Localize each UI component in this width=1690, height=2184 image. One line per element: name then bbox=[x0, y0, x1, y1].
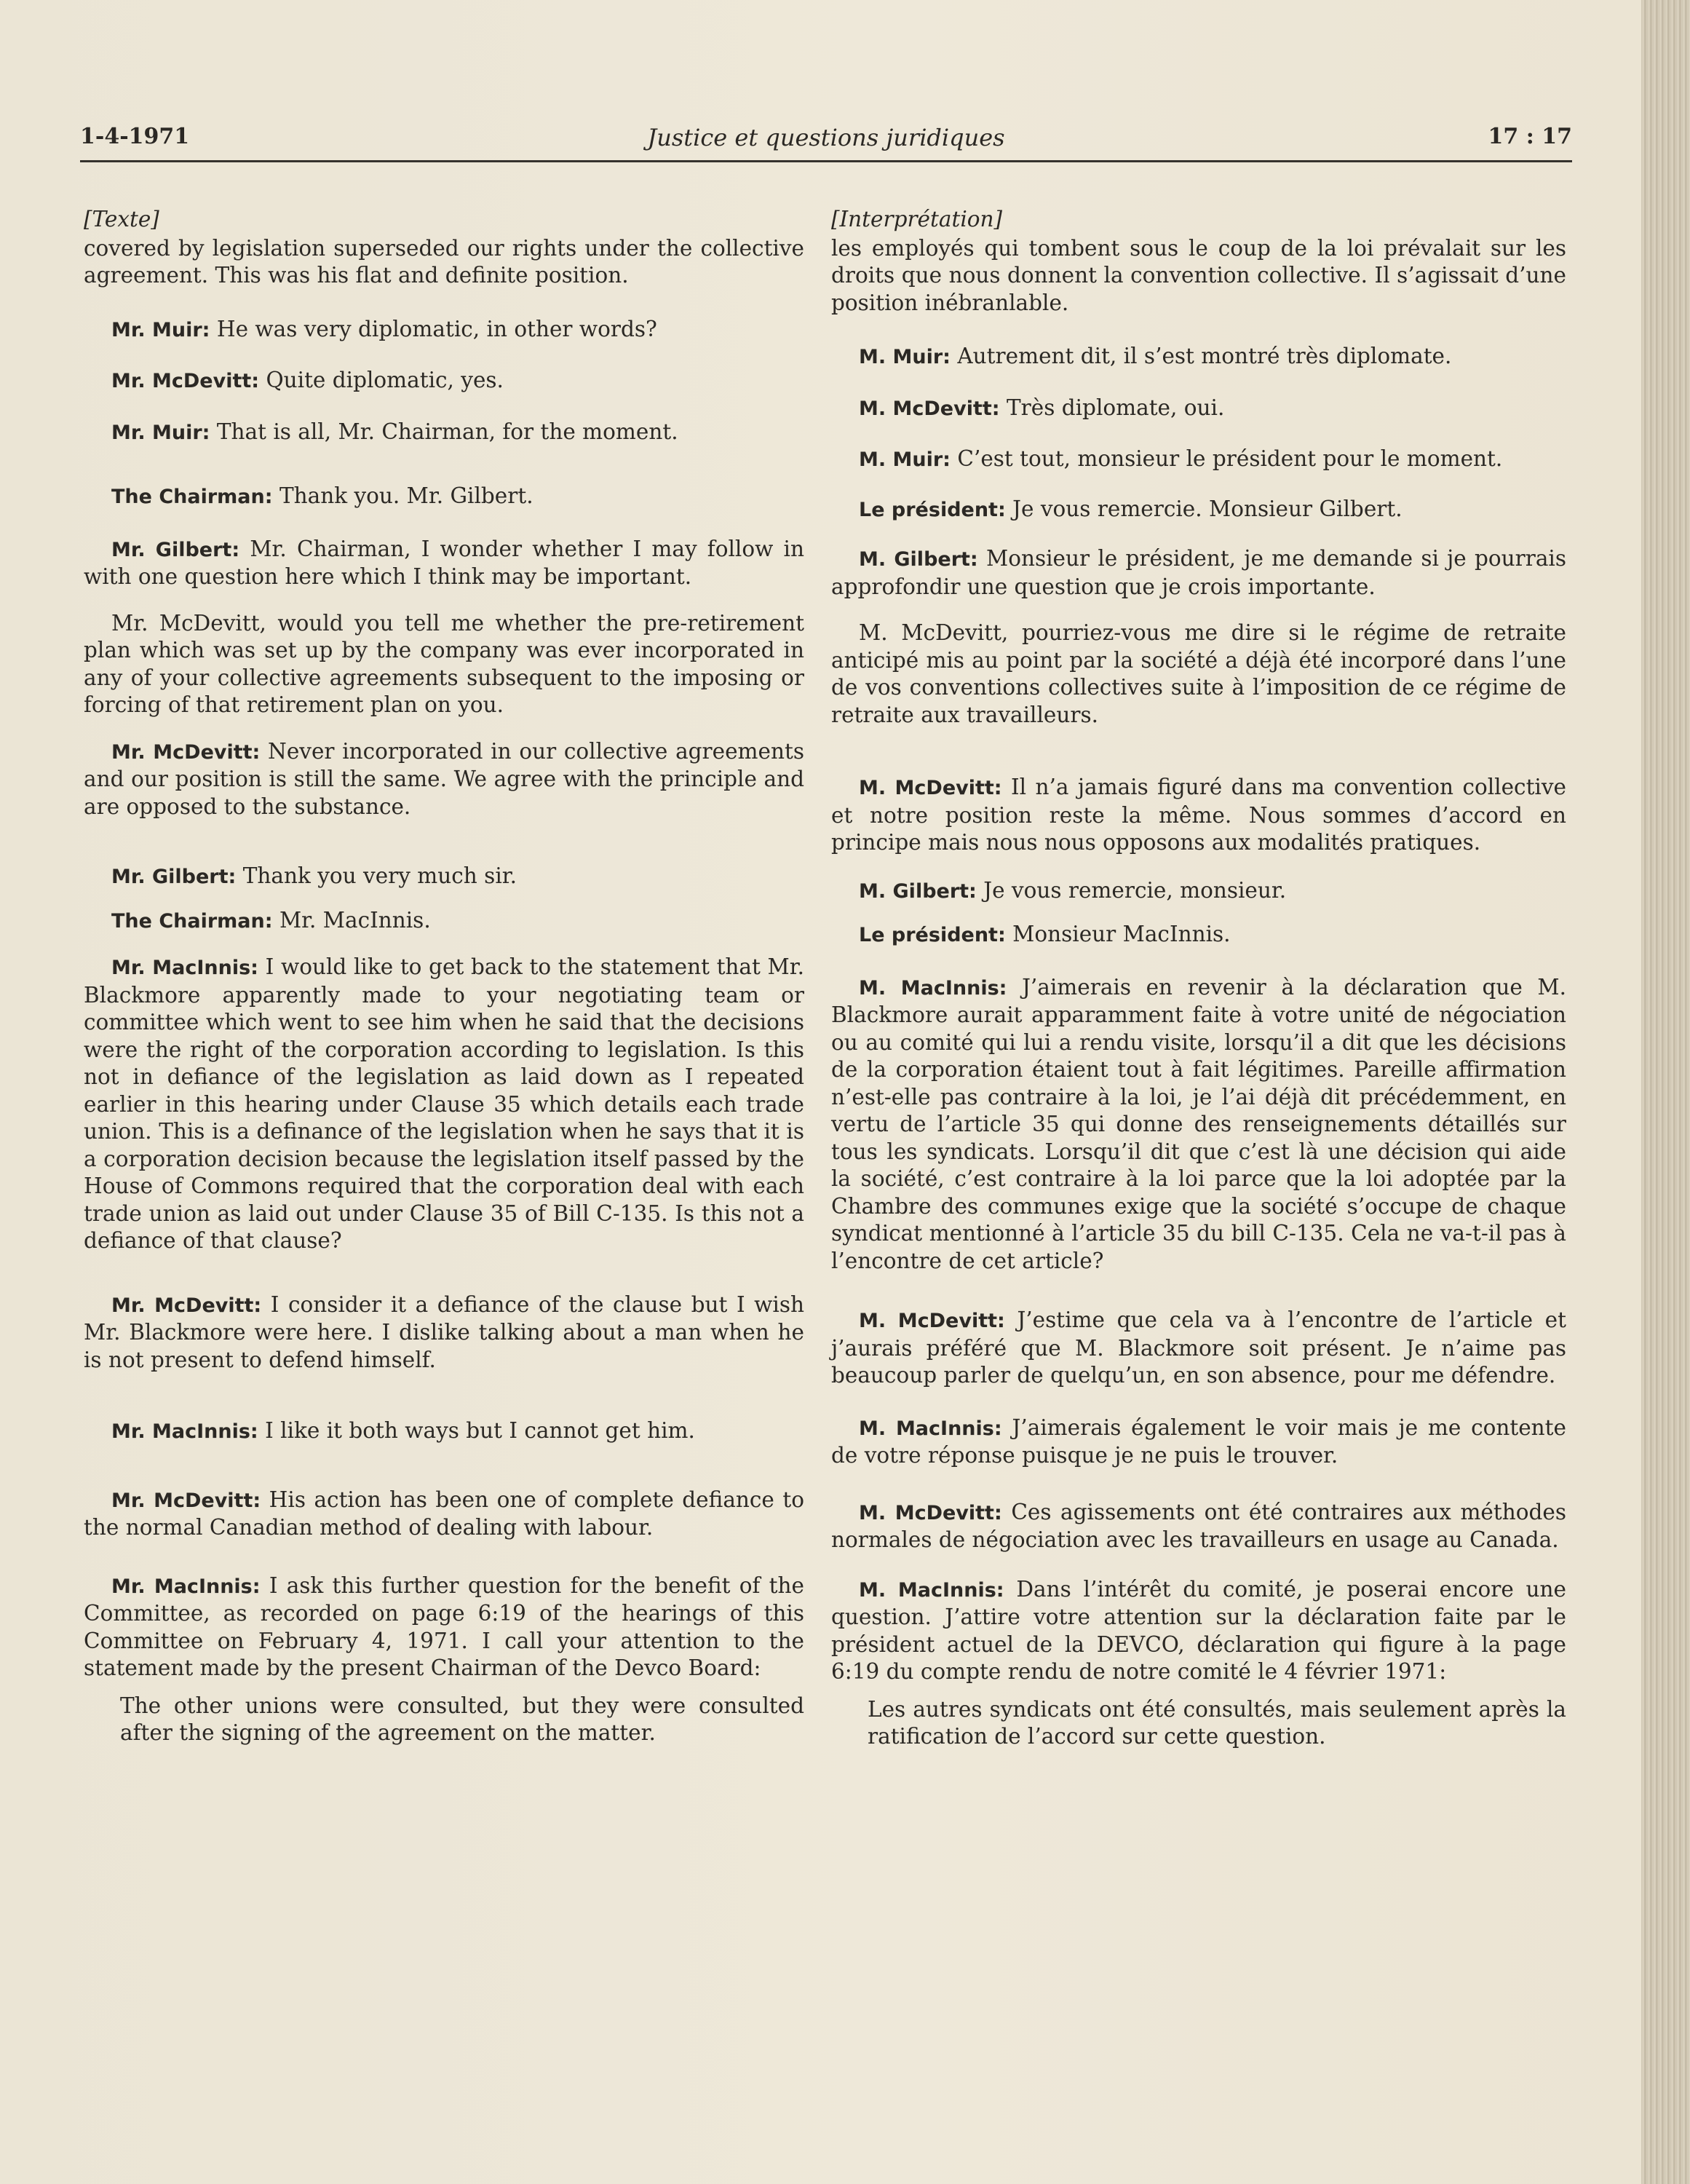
paragraph-text: Ces agissements ont été contraires aux méthodes normales de négociation avec les travailleurs en usage au Canada. bbox=[831, 1499, 1566, 1552]
paragraph bbox=[84, 235, 804, 290]
paragraph bbox=[831, 774, 1566, 857]
paragraph-text: Quite diplomatic, yes. bbox=[266, 368, 504, 392]
header-page-number: 17 : 17 bbox=[1488, 124, 1572, 149]
speaker-name: Mr. MacInnis: bbox=[111, 957, 258, 979]
paragraph-text: Monsieur MacInnis. bbox=[1012, 922, 1231, 946]
paragraph-text: I would like to get back to the statement that Mr. Blackmore apparently made to your negotiating team or committee which went to see him when he said that the decisions were the right of the corporation according to legislation. Is this not in defiance of the legislation as laid down as I repeated earlier in this hearing under Clause 35 which details each trade union. This is a definance of the legislation when he says that it is a corporation decision because the legislation itself passed by the House of Commons required that the corporation deal with each trade union as laid out under Clause 35 of Bill C-135. Is this not a defiance of that clause? bbox=[84, 954, 804, 1253]
paragraph bbox=[84, 907, 804, 935]
paragraph-text: His action has been one of complete defiance to the normal Canadian method of dealing with labour. bbox=[84, 1487, 804, 1540]
speaker-name: M. Muir: bbox=[859, 346, 951, 368]
speaker-name: Mr. McDevitt: bbox=[111, 1294, 262, 1317]
speaker-name: M. MacInnis: bbox=[859, 976, 1007, 1000]
paragraph bbox=[84, 536, 804, 591]
paragraph-text: Mr. MacInnis. bbox=[279, 907, 431, 933]
english-column bbox=[84, 206, 804, 1747]
speaker-name: M. McDevitt: bbox=[859, 397, 1000, 420]
speaker-name: Mr. Gilbert: bbox=[111, 538, 240, 561]
paragraph bbox=[831, 446, 1566, 474]
speaker-name: M. MacInnis: bbox=[859, 1417, 1002, 1440]
column-marker: [Texte] bbox=[84, 207, 159, 232]
paragraph bbox=[831, 545, 1566, 601]
paragraph bbox=[831, 921, 1566, 949]
speaker-name: M. McDevitt: bbox=[859, 1501, 1002, 1524]
paragraph bbox=[84, 367, 804, 395]
speaker-name: Le président: bbox=[859, 924, 1006, 946]
paragraph-text: covered by legislation superseded our rights under the collective agreement. This was his flat and definite position. bbox=[84, 235, 804, 288]
paragraph bbox=[84, 863, 804, 891]
speaker-name: Mr. McDevitt: bbox=[111, 1489, 261, 1512]
speaker-name: M. Gilbert: bbox=[859, 548, 978, 571]
paragraph-text: Thank you very much sir. bbox=[242, 863, 517, 888]
paragraph bbox=[84, 1291, 804, 1374]
page-edge bbox=[1641, 0, 1690, 2184]
paragraph bbox=[831, 343, 1566, 371]
speaker-name: M. McDevitt: bbox=[859, 777, 1002, 799]
paragraph-text: Autrement dit, il s’est montré très diplomate. bbox=[957, 344, 1452, 368]
paragraph-text: Je vous remercie, monsieur. bbox=[983, 877, 1287, 903]
speaker-name: M. Muir: bbox=[859, 448, 951, 471]
paragraph-text: I consider it a defiance of the clause but I wish Mr. Blackmore were here. I dislike talking about a man when he is not present to defend himself. bbox=[84, 1291, 804, 1372]
speaker-name: Mr. McDevitt: bbox=[111, 740, 261, 764]
paragraph-text: Never incorporated in our collective agreements and our position is still the same. We agree with the principle and are opposed to the substance. bbox=[84, 738, 804, 819]
speaker-name: Mr. McDevitt: bbox=[111, 370, 260, 392]
paragraph-text: Monsieur le président, je me demande si je pourrais approfondir une question que je crois importante. bbox=[831, 546, 1566, 599]
paragraph-text: Mr. Chairman, I wonder whether I may follow in with one question here which I think may be important. bbox=[84, 536, 804, 589]
paragraph bbox=[84, 1572, 804, 1682]
header-title: Justice et questions juridiques bbox=[647, 124, 1005, 151]
paragraph-text: I ask this further question for the benefit of the Committee, as recorded on page 6:19 of the hearings of this Committee on February 4, 1971. I call your attention to the statement made by the present Chairman of the Devco Board: bbox=[84, 1572, 804, 1680]
paragraph-text: Très diplomate, oui. bbox=[1006, 395, 1225, 420]
speaker-name: Mr. MacInnis: bbox=[111, 1575, 261, 1598]
speaker-name: Mr. MacInnis: bbox=[111, 1420, 258, 1443]
paragraph bbox=[84, 610, 804, 719]
paragraph-text: Mr. McDevitt, would you tell me whether the pre-retirement plan which was set up by the company was ever incorporated in any of your collective agreements subsequent to the imposing or forcing of that retirement plan on you. bbox=[84, 610, 804, 717]
paragraph-text: Thank you. Mr. Gilbert. bbox=[279, 483, 533, 508]
paragraph bbox=[84, 738, 804, 821]
paragraph bbox=[831, 1499, 1566, 1554]
paragraph bbox=[831, 395, 1566, 423]
french-column bbox=[831, 206, 1566, 1751]
column-marker: [Interprétation] bbox=[831, 207, 1003, 232]
paragraph-text: J’estime que cela va à l’encontre de l’article et j’aurais préféré que M. Blackmore soit présent. Je n’aime pas beaucoup parler de quelqu’un, en son absence, pour me défendre. bbox=[831, 1307, 1566, 1388]
paragraph bbox=[84, 954, 804, 1255]
paragraph-text: Dans l’intérêt du comité, je poserai encore une question. J’attire votre attention sur la déclaration faite par le président actuel de la DEVCO, déclaration qui figure à la page 6:19 du compte rendu de notre comité le 4 février 1971: bbox=[831, 1576, 1566, 1684]
paragraph bbox=[831, 877, 1566, 906]
paragraph-text: J’aimerais également le voir mais je me contente de votre réponse puisque je ne puis le trouver. bbox=[831, 1415, 1566, 1468]
paragraph-text: J’aimerais en revenir à la déclaration que M. Blackmore aurait apparamment faite à votre unité de négociation ou au comité qui lui a rendu visite, lorsqu’il a dit que les décisions de la corporation étaient tout à fait légitimes. Pareille affirmation n’est-elle pas contraire à la loi, je l’ai déjà dit précédemment, en vertu de l’article 35 qui donne des renseignements détaillés sur tous les syndicats. Lorsqu’il dit que c’est là une décision qui aide la société, c’est contraire à la loi parce que la loi adoptée par la Chambre des communes exige que la société s’occupe de chaque syndicat mentionné à l’article 35 du bill C-135. Cela ne va-t-il pas à l’encontre de cet article? bbox=[831, 974, 1566, 1273]
speaker-name: M. Gilbert: bbox=[859, 879, 977, 903]
speaker-name: Le président: bbox=[859, 498, 1006, 521]
speaker-name: The Chairman: bbox=[111, 486, 273, 508]
paragraph-text: He was very diplomatic, in other words? bbox=[216, 316, 657, 341]
paragraph-text: Je vous remercie. Monsieur Gilbert. bbox=[1012, 496, 1403, 521]
paragraph-text: That is all, Mr. Chairman, for the moment. bbox=[216, 419, 678, 444]
paragraph bbox=[84, 483, 804, 511]
speaker-name: M. McDevitt: bbox=[859, 1310, 1005, 1332]
speaker-name: M. MacInnis: bbox=[859, 1578, 1004, 1602]
paragraph-text: les employés qui tombent sous le coup de la loi prévalait sur les droits que nous donnent la convention collective. Il s’agissait d’une position inébranlable. bbox=[831, 235, 1566, 315]
speaker-name: Mr. Muir: bbox=[111, 318, 210, 341]
speaker-name: The Chairman: bbox=[111, 909, 273, 933]
paragraph bbox=[831, 496, 1566, 524]
block-quote: Les autres syndicats ont été consultés, mais seulement après la ratification de l’accord sur cette question. bbox=[868, 1696, 1566, 1749]
paragraph bbox=[84, 1487, 804, 1542]
header-date: 1-4-1971 bbox=[80, 124, 190, 149]
running-header bbox=[80, 124, 1572, 162]
block-quote: The other unions were consulted, but they were consulted after the signing of the agreement on the matter. bbox=[120, 1693, 804, 1745]
paragraph bbox=[831, 1415, 1566, 1470]
paragraph bbox=[831, 1576, 1566, 1686]
paragraph bbox=[84, 1417, 804, 1446]
paragraph bbox=[84, 316, 804, 344]
paragraph bbox=[84, 419, 804, 447]
paragraph bbox=[831, 620, 1566, 729]
speaker-name: Mr. Gilbert: bbox=[111, 866, 237, 888]
speaker-name: Mr. Muir: bbox=[111, 421, 210, 444]
paragraph-text: Il n’a jamais figuré dans ma convention collective et notre position reste la même. Nous sommes d’accord en principe mais nous nous opposons aux modalités pratiques. bbox=[831, 775, 1566, 855]
paragraph-text: C’est tout, monsieur le président pour le moment. bbox=[957, 446, 1503, 471]
paragraph-text: M. McDevitt, pourriez-vous me dire si le régime de retraite anticipé mis au point par la société a déjà été incorporé dans l’une de vos conventions collectives suite à l’imposition de ce régime de retraite aux travailleurs. bbox=[831, 620, 1566, 727]
paragraph bbox=[831, 1307, 1566, 1390]
header-rule bbox=[80, 160, 1572, 162]
paragraph-text: I like it both ways but I cannot get him. bbox=[265, 1418, 695, 1443]
paragraph bbox=[831, 235, 1566, 317]
paragraph bbox=[831, 974, 1566, 1275]
